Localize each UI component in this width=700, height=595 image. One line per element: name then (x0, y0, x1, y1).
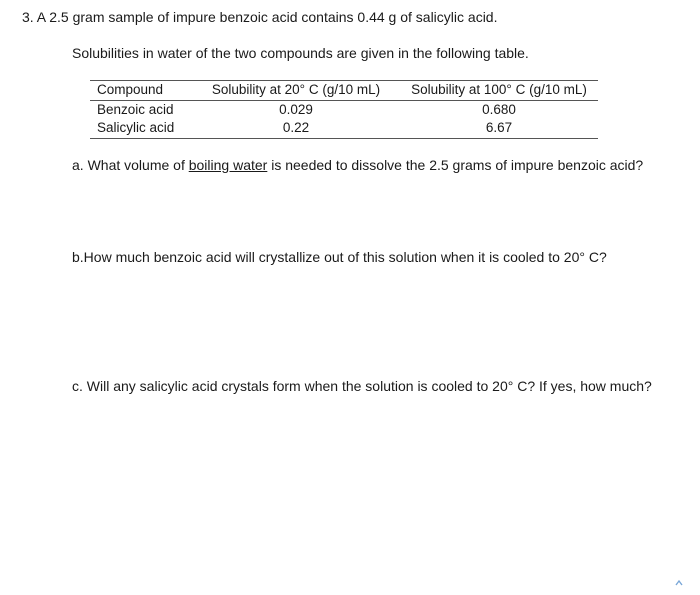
question-part-c: c. Will any salicylic acid crystals form when the solution is cooled to 20° C? If yes, how much? (72, 378, 652, 394)
part-a-underlined: boiling water (188, 157, 268, 173)
solubility-20c: 0.22 (282, 120, 310, 135)
question-part-b: b.How much benzoic acid will crystallize out of this solution when it is cooled to 20° C? (72, 249, 607, 265)
chevron-up-icon[interactable] (674, 576, 684, 591)
compound-name: Salicylic acid (97, 120, 175, 135)
solubility-100c: 6.67 (485, 120, 513, 135)
solubility-20c: 0.029 (279, 101, 313, 117)
compound-name: Benzoic acid (97, 101, 174, 117)
header-solubility-100c: Solubility at 100° C (g/10 mL) (411, 82, 587, 97)
table-header-row (90, 81, 598, 101)
question-title: 3. A 2.5 gram sample of impure benzoic acid contains 0.44 g of salicylic acid. (22, 9, 498, 25)
table-row (90, 101, 598, 120)
part-a-suffix: is needed to dissolve the 2.5 grams of impure benzoic acid? (267, 157, 644, 173)
header-compound: Compound (97, 82, 164, 97)
header-solubility-20c: Solubility at 20° C (g/10 mL) (211, 82, 381, 97)
solubility-100c: 0.680 (482, 101, 516, 117)
table-intro: Solubilities in water of the two compounds are given in the following table. (72, 45, 529, 61)
solubility-table (90, 80, 598, 139)
table-row (90, 119, 598, 138)
part-a-prefix: a. What volume of (72, 157, 189, 173)
question-part-a (72, 157, 643, 173)
